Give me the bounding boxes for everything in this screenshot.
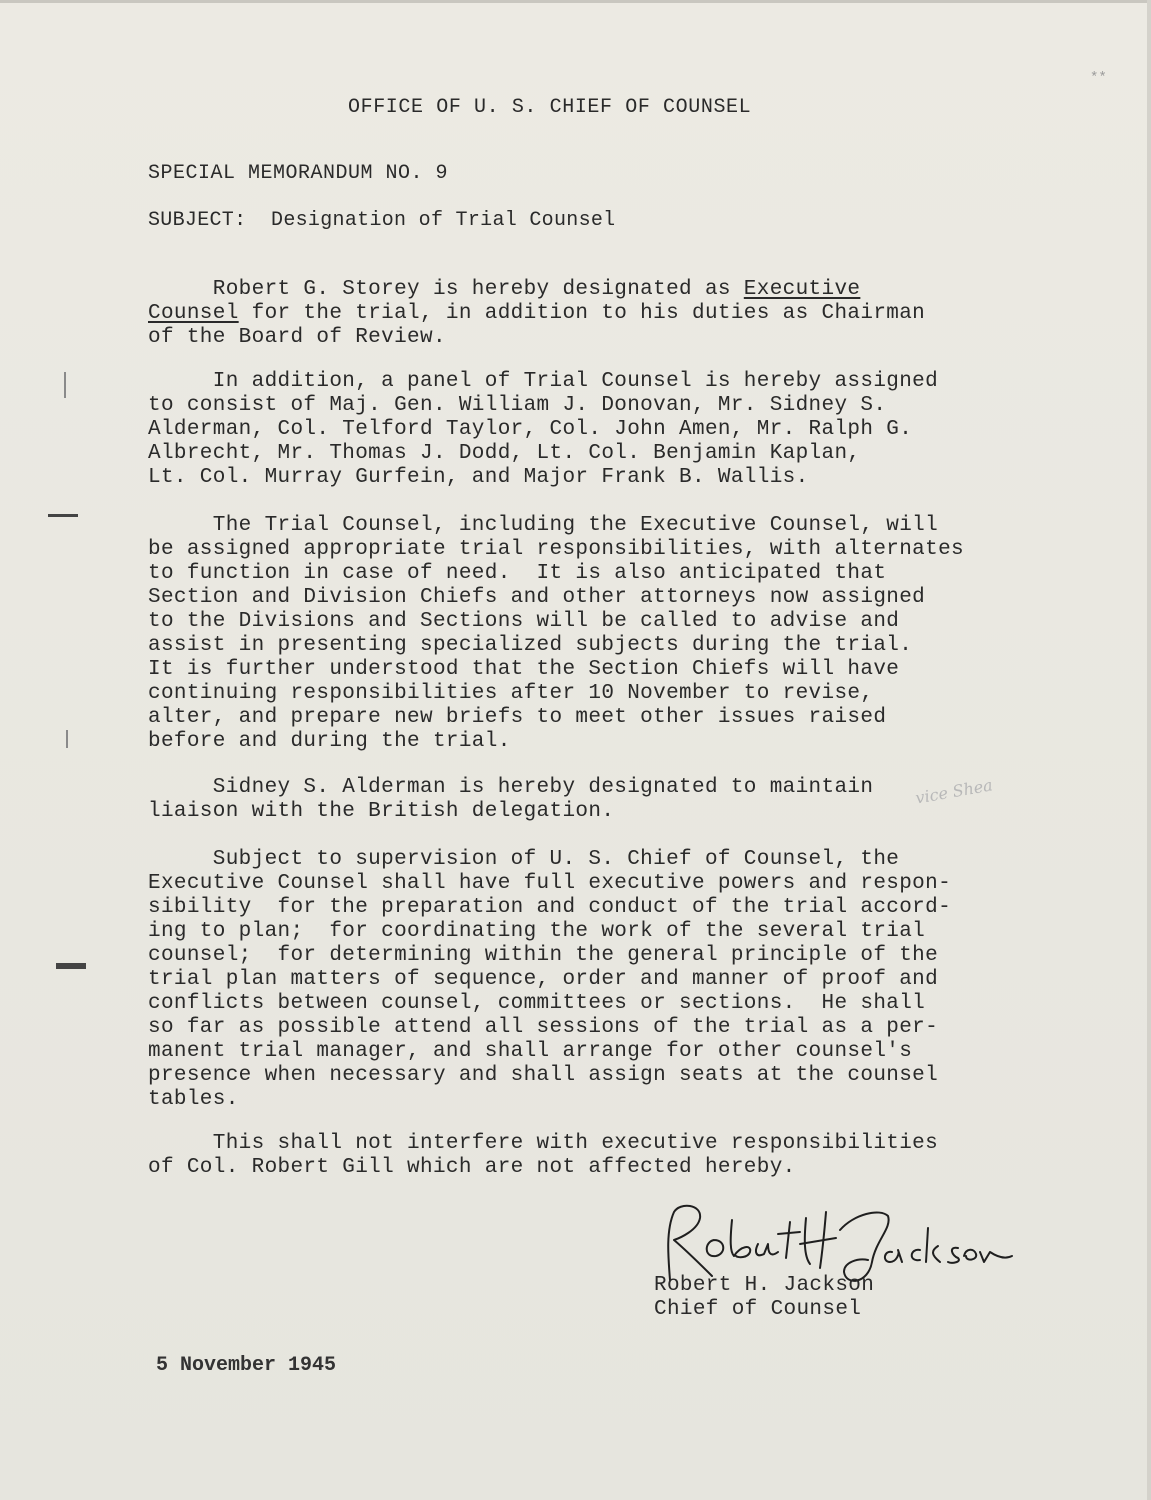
text-line: presence when necessary and shall assign seats at the counsel (148, 1064, 939, 1087)
text-line: Albrecht, Mr. Thomas J. Dodd, Lt. Col. Benjamin Kaplan, (148, 442, 861, 465)
signer-name: Robert H. Jackson (654, 1274, 875, 1297)
paragraph-trial-counsel-panel (148, 370, 1068, 490)
text-line: of the Board of Review. (148, 326, 446, 349)
text-line: alter, and prepare new briefs to meet other issues raised (148, 706, 887, 729)
text-line: tables. (148, 1088, 239, 1111)
text-line: In addition, a panel of Trial Counsel is hereby assigned (148, 370, 939, 393)
margin-mark (56, 963, 86, 969)
text-line (148, 278, 860, 302)
text-line: This shall not interfere with executive responsibilities (148, 1132, 939, 1155)
text-line: Lt. Col. Murray Gurfein, and Major Frank B. Wallis. (148, 466, 809, 489)
text-run: Robert G. Storey is hereby designated as (148, 278, 744, 301)
text-line: of Col. Robert Gill which are not affected hereby. (148, 1156, 796, 1179)
signature-block (654, 1274, 874, 1322)
text-line: ing to plan; for coordinating the work of the several trial (148, 920, 926, 943)
text-line: sibility for the preparation and conduct of the trial accord- (148, 896, 952, 919)
text-line: to function in case of need. It is also anticipated that (148, 562, 887, 585)
text-line (148, 302, 925, 326)
text-line: It is further understood that the Section Chiefs will have (148, 658, 900, 681)
text-line: manent trial manager, and shall arrange for other counsel's (148, 1040, 913, 1063)
text-line: Subject to supervision of U. S. Chief of Counsel, the (148, 848, 900, 871)
subject-line (148, 209, 616, 232)
document-date: 5 November 1945 (156, 1354, 337, 1377)
text-line: continuing responsibilities after 10 November to revise, (148, 682, 874, 705)
text-line: liaison with the British delegation. (148, 800, 615, 823)
text-line: be assigned appropriate trial responsibilities, with alternates (148, 538, 964, 561)
text-line: counsel; for determining within the general principle of the (148, 944, 939, 967)
text-run: for the trial, in addition to his duties as Chairman (238, 302, 926, 325)
subject-text: Designation of Trial Counsel (271, 209, 616, 232)
paragraph-col-gill (148, 1132, 1068, 1180)
subject-label: SUBJECT: (148, 209, 247, 232)
text-line: Section and Division Chiefs and other attorneys now assigned (148, 586, 926, 609)
margin-tick (64, 372, 66, 398)
text-line: The Trial Counsel, including the Executive Counsel, will (148, 514, 939, 537)
text-line: assist in presenting specialized subjects during the trial. (148, 634, 913, 657)
signer-title: Chief of Counsel (654, 1298, 862, 1321)
margin-mark (48, 514, 78, 517)
memo-number: SPECIAL MEMORANDUM NO. 9 (148, 162, 449, 185)
text-line: Sidney S. Alderman is hereby designated to maintain (148, 776, 874, 799)
paragraph-responsibilities (148, 514, 1068, 754)
office-title: OFFICE OF U. S. CHIEF OF COUNSEL (348, 96, 752, 119)
page-right-edge (1147, 0, 1151, 1500)
text-line: conflicts between counsel, committees or sections. He shall (148, 992, 926, 1015)
text-line: trial plan matters of sequence, order and manner of proof and (148, 968, 939, 991)
text-line: to consist of Maj. Gen. William J. Donovan, Mr. Sidney S. (148, 394, 887, 417)
text-line: so far as possible attend all sessions of the trial as a per- (148, 1016, 939, 1039)
margin-annotation: vice Shea (913, 775, 995, 808)
paragraph-executive-counsel (148, 278, 1068, 350)
paragraph-executive-powers (148, 848, 1068, 1112)
underlined-term: Executive (743, 278, 861, 301)
text-line: Executive Counsel shall have full executive powers and respon- (148, 872, 952, 895)
pencil-mark: ** (1090, 70, 1107, 86)
underlined-term: Counsel (148, 302, 239, 325)
text-line: Alderman, Col. Telford Taylor, Col. John Amen, Mr. Ralph G. (148, 418, 913, 441)
text-line: before and during the trial. (148, 730, 511, 753)
text-line: to the Divisions and Sections will be called to advise and (148, 610, 900, 633)
page-top-edge (0, 0, 1151, 3)
margin-tick (66, 730, 68, 748)
